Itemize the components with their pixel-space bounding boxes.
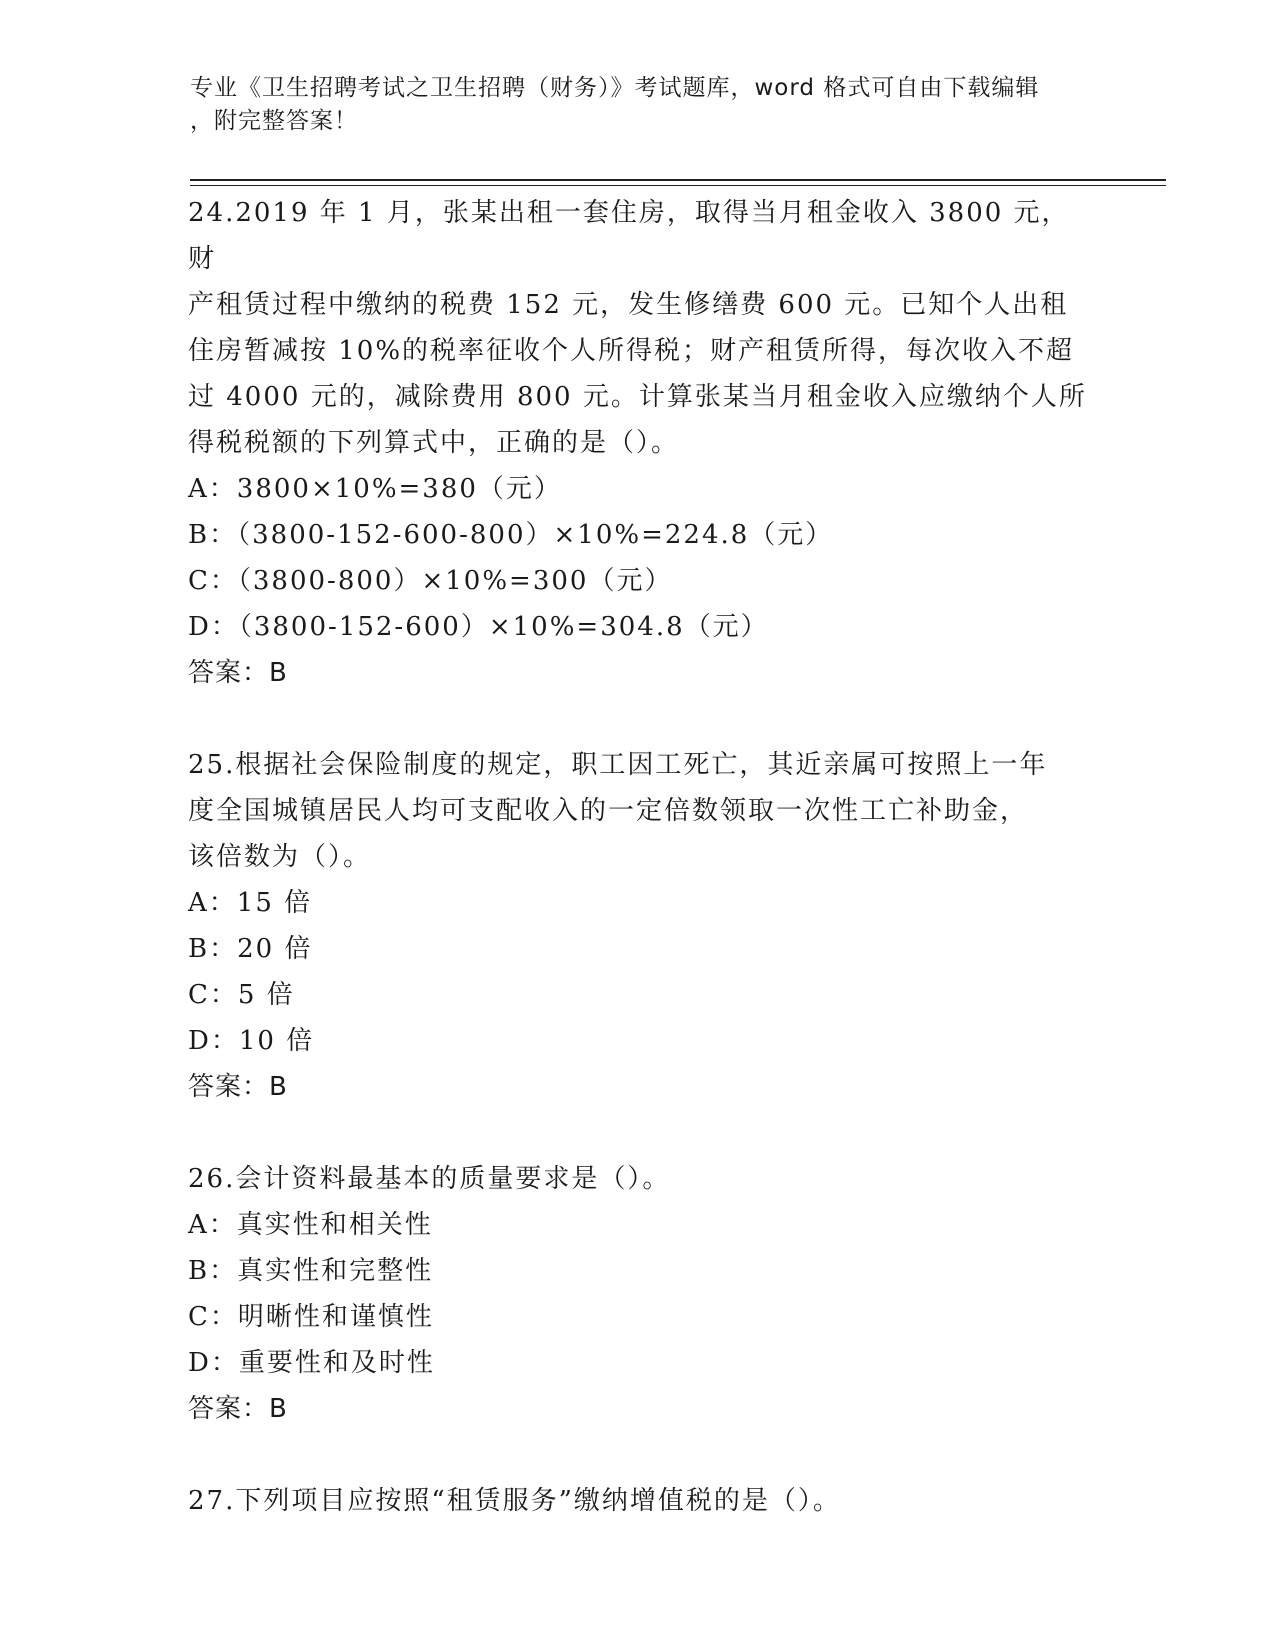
question-text-line: 过 4000 元的，减除费用 800 元。计算张某当月租金收入应缴纳个人所 [188,382,1087,412]
header-line-2: ，附完整答案！ [190,108,358,134]
spacer [188,696,1088,742]
question-text-line: 25.根据社会保险制度的规定，职工因工死亡，其近亲属可按照上一年 [188,750,1048,780]
question-text-line: 27.下列项目应按照“租赁服务”缴纳增值税的是（）。 [188,1486,841,1516]
answer-label: 答案：B [188,1072,288,1102]
option-d: D：10 倍 [188,1026,315,1056]
question-25 [188,742,1088,1110]
question-text-line: 度全国城镇居民人均可支配收入的一定倍数领取一次性工亡补助金， [188,796,1029,826]
option-b: B：20 倍 [188,934,313,964]
option-d: D：（3800-152-600）×10%=304.8（元） [188,612,769,642]
option-c: C：5 倍 [188,980,295,1010]
option-c: C：明晰性和谨慎性 [188,1302,434,1332]
option-c: C：（3800-800）×10%=300（元） [188,566,673,596]
header-divider-thick [190,179,1166,181]
answer-label: 答案：B [188,1394,288,1424]
question-24 [188,190,1088,696]
header-line-1: 专业《卫生招聘考试之卫生招聘（财务）》考试题库，word 格式可自由下载编辑 [190,75,1040,101]
option-a: A：真实性和相关性 [188,1210,433,1240]
question-text-line: 产租赁过程中缴纳的税费 152 元，发生修缮费 600 元。已知个人出租 [188,290,1069,320]
question-26 [188,1156,1088,1432]
question-text-line: 得税税额的下列算式中，正确的是（）。 [188,428,680,458]
answer-label: 答案：B [188,658,288,688]
question-list [188,190,1088,1524]
question-text-line: 26.会计资料最基本的质量要求是（）。 [188,1164,671,1194]
option-d: D：重要性和及时性 [188,1348,435,1378]
spacer [188,1432,1088,1478]
spacer [188,1110,1088,1156]
option-b: B：（3800-152-600-800）×10%=224.8（元） [188,520,834,550]
document-header [190,72,1090,138]
question-text-line: 24.2019 年 1 月，张某出租一套住房，取得当月租金收入 3800 元，财 [188,198,1070,274]
question-27 [188,1478,1088,1524]
option-a: A：15 倍 [188,888,313,918]
option-a: A：3800×10%=380（元） [188,474,562,504]
header-divider-thin [190,185,1166,186]
option-b: B：真实性和完整性 [188,1256,434,1286]
question-text-line: 住房暂减按 10%的税率征收个人所得税；财产租赁所得，每次收入不超 [188,336,1075,366]
question-text-line: 该倍数为（）。 [188,842,372,872]
